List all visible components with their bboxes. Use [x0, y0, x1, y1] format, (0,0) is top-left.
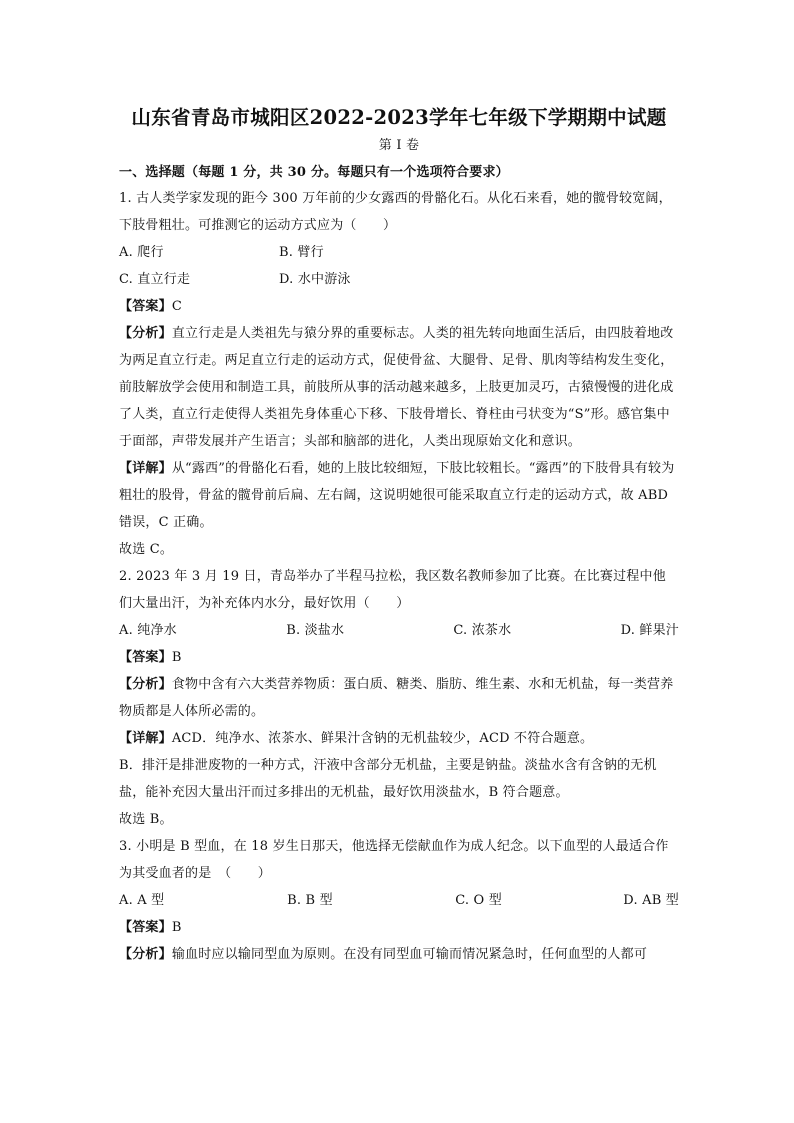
page-title: 山东省青岛市城阳区2022-2023学年七年级下学期期中试题: [131, 106, 667, 129]
answer-line: [119, 914, 679, 941]
question-1: [119, 185, 679, 563]
option-c: C. O 型: [455, 893, 502, 908]
volume-label: 第 I 卷: [378, 138, 420, 153]
analysis-paragraph: [119, 941, 679, 968]
answer-value: B: [171, 920, 182, 935]
question-stem: 2. 2023 年 3 月 19 日，青岛举办了半程马拉松，我区数名教师参加了比赛。在比赛过程中他们大量出汗，为补充体内水分，最好饮用（ ）: [119, 569, 666, 611]
analysis-tag: 【分析】: [119, 326, 172, 341]
analysis-paragraph: [119, 671, 679, 725]
option-d: D. AB 型: [623, 893, 679, 908]
option-a: A. A 型: [119, 893, 165, 908]
detail-paragraph-2: B．排汗是排泄废物的一种方式，汗液中含部分无机盐，主要是钠盐。淡盐水含有含钠的无机盐，能补充因大量出汗而过多排出的无机盐，最好饮用淡盐水，B 符合题意。: [119, 758, 657, 800]
answer-value: B: [171, 650, 182, 665]
detail-paragraph: [119, 455, 679, 536]
option-row: [119, 266, 679, 293]
detail-text: 从“露西”的骨骼化石看，她的上肢比较细短，下肢比较粗长。“露西”的下肢骨具有较为粗壮的股骨，骨盆的髋骨前后扁、左右阔，这说明她很可能采取直立行走的运动方式，故 ABD 错误，C 正确。: [119, 461, 675, 530]
conclusion: 故选 C。: [119, 542, 174, 557]
analysis-text: 食物中含有六大类营养物质：蛋白质、糖类、脂肪、维生素、水和无机盐，每一类营养物质都是人体所必需的。: [119, 677, 674, 719]
option-c: C. 浓茶水: [453, 623, 512, 638]
question-stem: 3. 小明是 B 型血，在 18 岁生日那天，他选择无偿献血作为成人纪念。以下血型的人最适合作为其受血者的是 （ ）: [119, 839, 669, 881]
question-3: [119, 833, 679, 968]
option-a: A. 纯净水: [119, 623, 177, 638]
option-b: B. 臂行: [279, 245, 324, 260]
answer-line: [119, 293, 679, 320]
option-row: [119, 617, 679, 644]
analysis-tag: 【分析】: [119, 677, 172, 692]
option-row: [119, 887, 679, 914]
option-c: C. 直立行走: [119, 272, 191, 287]
document-content: [119, 102, 679, 968]
detail-tag: 【详解】: [119, 461, 172, 476]
question-stem: 1. 古人类学家发现的距今 300 万年前的少女露西的骨骼化石。从化石来看，她的髋骨较宽阔，下肢骨粗壮。可推测它的运动方式应为（ ）: [119, 191, 672, 233]
answer-value: C: [171, 299, 182, 314]
answer-tag: 【答案】: [119, 650, 172, 665]
conclusion: 故选 B。: [119, 812, 173, 827]
analysis-text: 输血时应以输同型血为原则。在没有同型血可输而情况紧急时，任何血型的人都可: [171, 947, 648, 962]
section-heading: 一、选择题（每题 1 分，共 30 分。每题只有一个选项符合要求）: [119, 165, 509, 180]
analysis-tag: 【分析】: [119, 947, 172, 962]
option-d: D. 水中游泳: [279, 272, 351, 287]
detail-text: ACD．纯净水、浓茶水、鲜果汁含钠的无机盐较少，ACD 不符合题意。: [171, 731, 594, 746]
option-b: B. B 型: [287, 893, 333, 908]
option-a: A. 爬行: [119, 245, 164, 260]
answer-line: [119, 644, 679, 671]
option-row: [119, 239, 679, 266]
option-d: D. 鲜果汁: [620, 623, 679, 638]
answer-tag: 【答案】: [119, 299, 172, 314]
answer-tag: 【答案】: [119, 920, 172, 935]
question-2: [119, 563, 679, 833]
detail-tag: 【详解】: [119, 731, 172, 746]
detail-paragraph: [119, 725, 679, 752]
option-b: B. 淡盐水: [286, 623, 345, 638]
analysis-paragraph: [119, 320, 679, 455]
analysis-text: 直立行走是人类祖先与猿分界的重要标志。人类的祖先转向地面生活后，由四肢着地改为两足直立行走。两足直立行走的运动方式，促使骨盆、大腿骨、足骨、肌肉等结构发生变化，前肢解放学会使用和制造工具，前肢所从事的活动越来越多，上肢更加灵巧，古猿慢慢的进化成了人类，直立行走使得人类祖先身体重心下移、下肢骨增长、脊柱由弓状变为“S”形。感官集中于面部，声带发展并产生语言；头部和脑部的进化，人类出现原始文化和意识。: [119, 326, 674, 449]
